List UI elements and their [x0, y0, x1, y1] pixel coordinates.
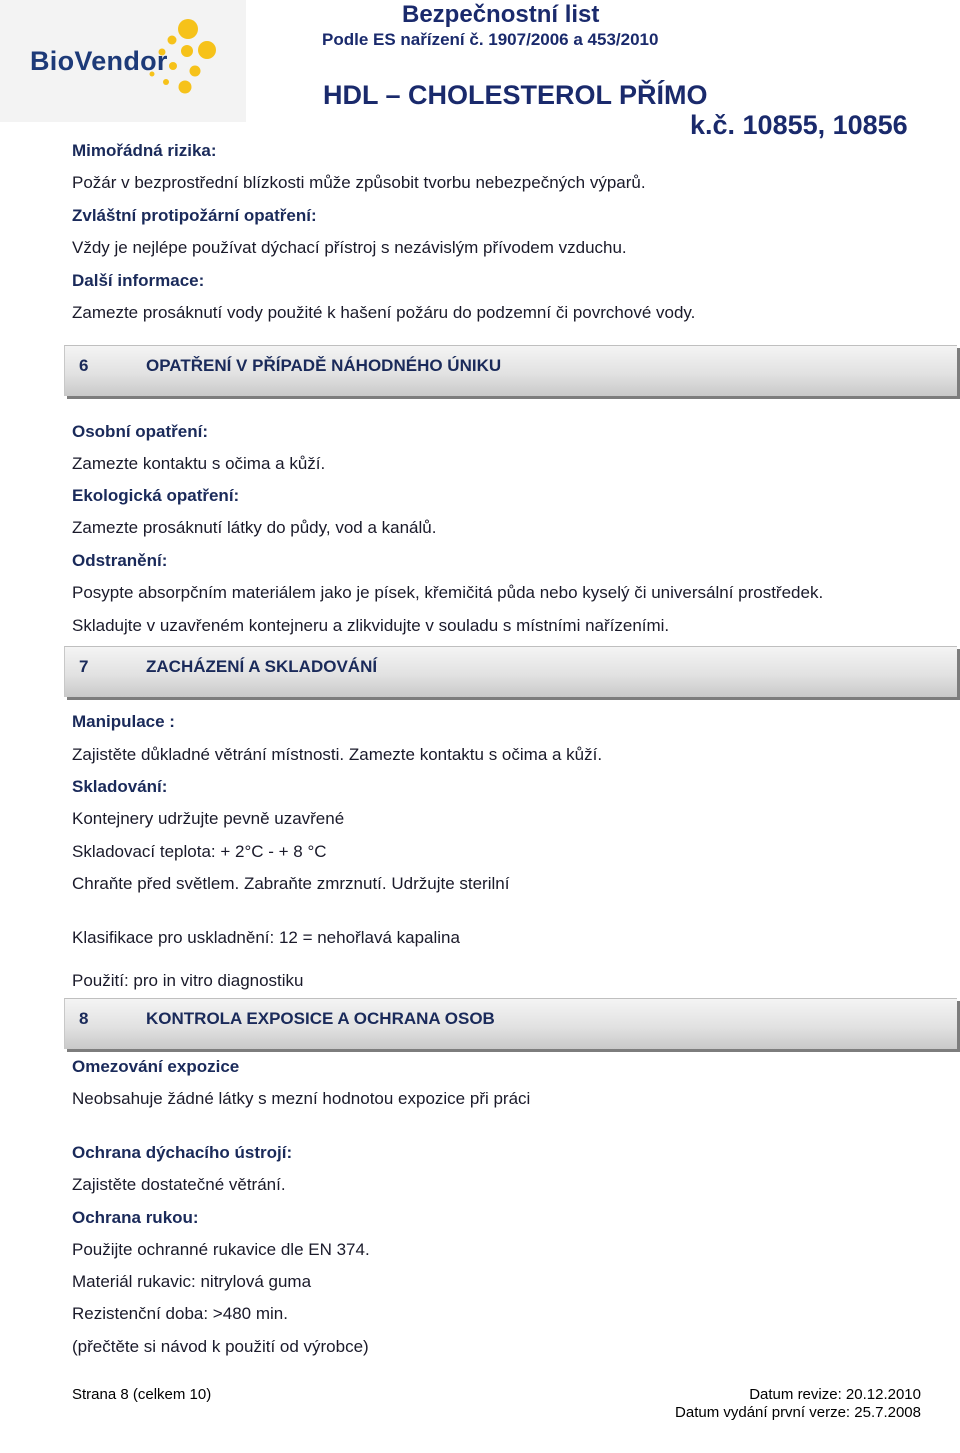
special-hazards-text: Požár v bezprostřední blízkosti může způsobit tvorbu nebezpečných výparů. — [72, 173, 646, 192]
removal-label: Odstranění: — [72, 551, 168, 570]
logo-wordmark: BioVendor — [30, 46, 168, 76]
environmental-precautions-label: Ekologická opatření: — [72, 486, 240, 505]
storage-temperature: Skladovací teplota: + 2°C - + 8 °C — [72, 842, 327, 861]
fire-measures-text: Vždy je nejlépe používat dýchací přístroj s nezávislým přívodem vzduchu. — [72, 238, 627, 257]
product-name: HDL – CHOLESTEROL PŘÍMO — [323, 80, 708, 110]
revision-date: Datum revize: 20.12.2010 — [749, 1386, 921, 1403]
respiratory-protection-text: Zajistěte dostatečné větrání. — [72, 1175, 286, 1194]
further-info-label: Další informace: — [72, 271, 205, 290]
section-title: OPATŘENÍ V PŘÍPADĚ NÁHODNÉHO ÚNIKU — [146, 356, 502, 375]
page-number: Strana 8 (celkem 10) — [72, 1386, 212, 1403]
exposure-limits-label: Omezování expozice — [72, 1057, 240, 1076]
personal-precautions-text: Zamezte kontaktu s očima a kůží. — [72, 454, 326, 473]
hand-protection-label: Ochrana rukou: — [72, 1208, 199, 1227]
special-hazards-label: Mimořádná rizika: — [72, 141, 217, 160]
removal-text-2: Skladujte v uzavřeném kontejneru a zlikvidujte v souladu s místními nařízeními. — [72, 616, 670, 635]
respiratory-protection-label: Ochrana dýchacího ústrojí: — [72, 1143, 293, 1162]
section-number: 6 — [79, 356, 89, 375]
section-number: 8 — [79, 1009, 89, 1028]
glove-material: Materiál rukavic: nitrylová guma — [72, 1272, 312, 1291]
personal-precautions-label: Osobní opatření: — [72, 422, 208, 441]
removal-text-1: Posypte absorpčním materiálem jako je písek, křemičitá půda nebo kyselý či universální prostředek. — [72, 583, 824, 602]
fire-measures-label: Zvláštní protipožární opatření: — [72, 206, 317, 225]
first-issue-date: Datum vydání první verze: 25.7.2008 — [675, 1404, 921, 1421]
section-title: KONTROLA EXPOSICE A OCHRANA OSOB — [146, 1009, 495, 1028]
section-number: 7 — [79, 657, 89, 676]
hand-protection-text-1: Použijte ochranné rukavice dle EN 374. — [72, 1240, 370, 1259]
section-title: ZACHÁZENÍ A SKLADOVÁNÍ — [146, 657, 378, 676]
document-regulation: Podle ES nařízení č. 1907/2006 a 453/2010 — [322, 30, 659, 49]
company-logo — [0, 0, 246, 122]
handling-text: Zajistěte důkladné větrání místnosti. Zamezte kontaktu s očima a kůží. — [72, 745, 603, 764]
breakthrough-time: Rezistenční doba: >480 min. — [72, 1304, 288, 1323]
exposure-limits-text: Neobsahuje žádné látky s mezní hodnotou expozice při práci — [72, 1089, 531, 1108]
section-8-header — [64, 998, 957, 1049]
catalog-number: k.č. 10855, 10856 — [690, 110, 908, 140]
storage-text-3: Chraňte před světlem. Zabraňte zmrznutí. Udržujte sterilní — [72, 874, 510, 893]
further-info-text: Zamezte prosáknutí vody použité k hašení požáru do podzemní či povrchové vody. — [72, 303, 696, 322]
storage-class: Klasifikace pro uskladnění: 12 = nehořlavá kapalina — [72, 928, 460, 947]
handling-label: Manipulace : — [72, 712, 175, 731]
manufacturer-note: (přečtěte si návod k použití od výrobce) — [72, 1337, 369, 1356]
section-6-header — [64, 345, 957, 396]
storage-text-1: Kontejnery udržujte pevně uzavřené — [72, 809, 345, 828]
document-title: Bezpečnostní list — [402, 1, 600, 28]
storage-label: Skladování: — [72, 777, 168, 796]
usage-text: Použití: pro in vitro diagnostiku — [72, 971, 304, 990]
section-7-header — [64, 646, 957, 697]
environmental-precautions-text: Zamezte prosáknutí látky do půdy, vod a kanálů. — [72, 518, 437, 537]
